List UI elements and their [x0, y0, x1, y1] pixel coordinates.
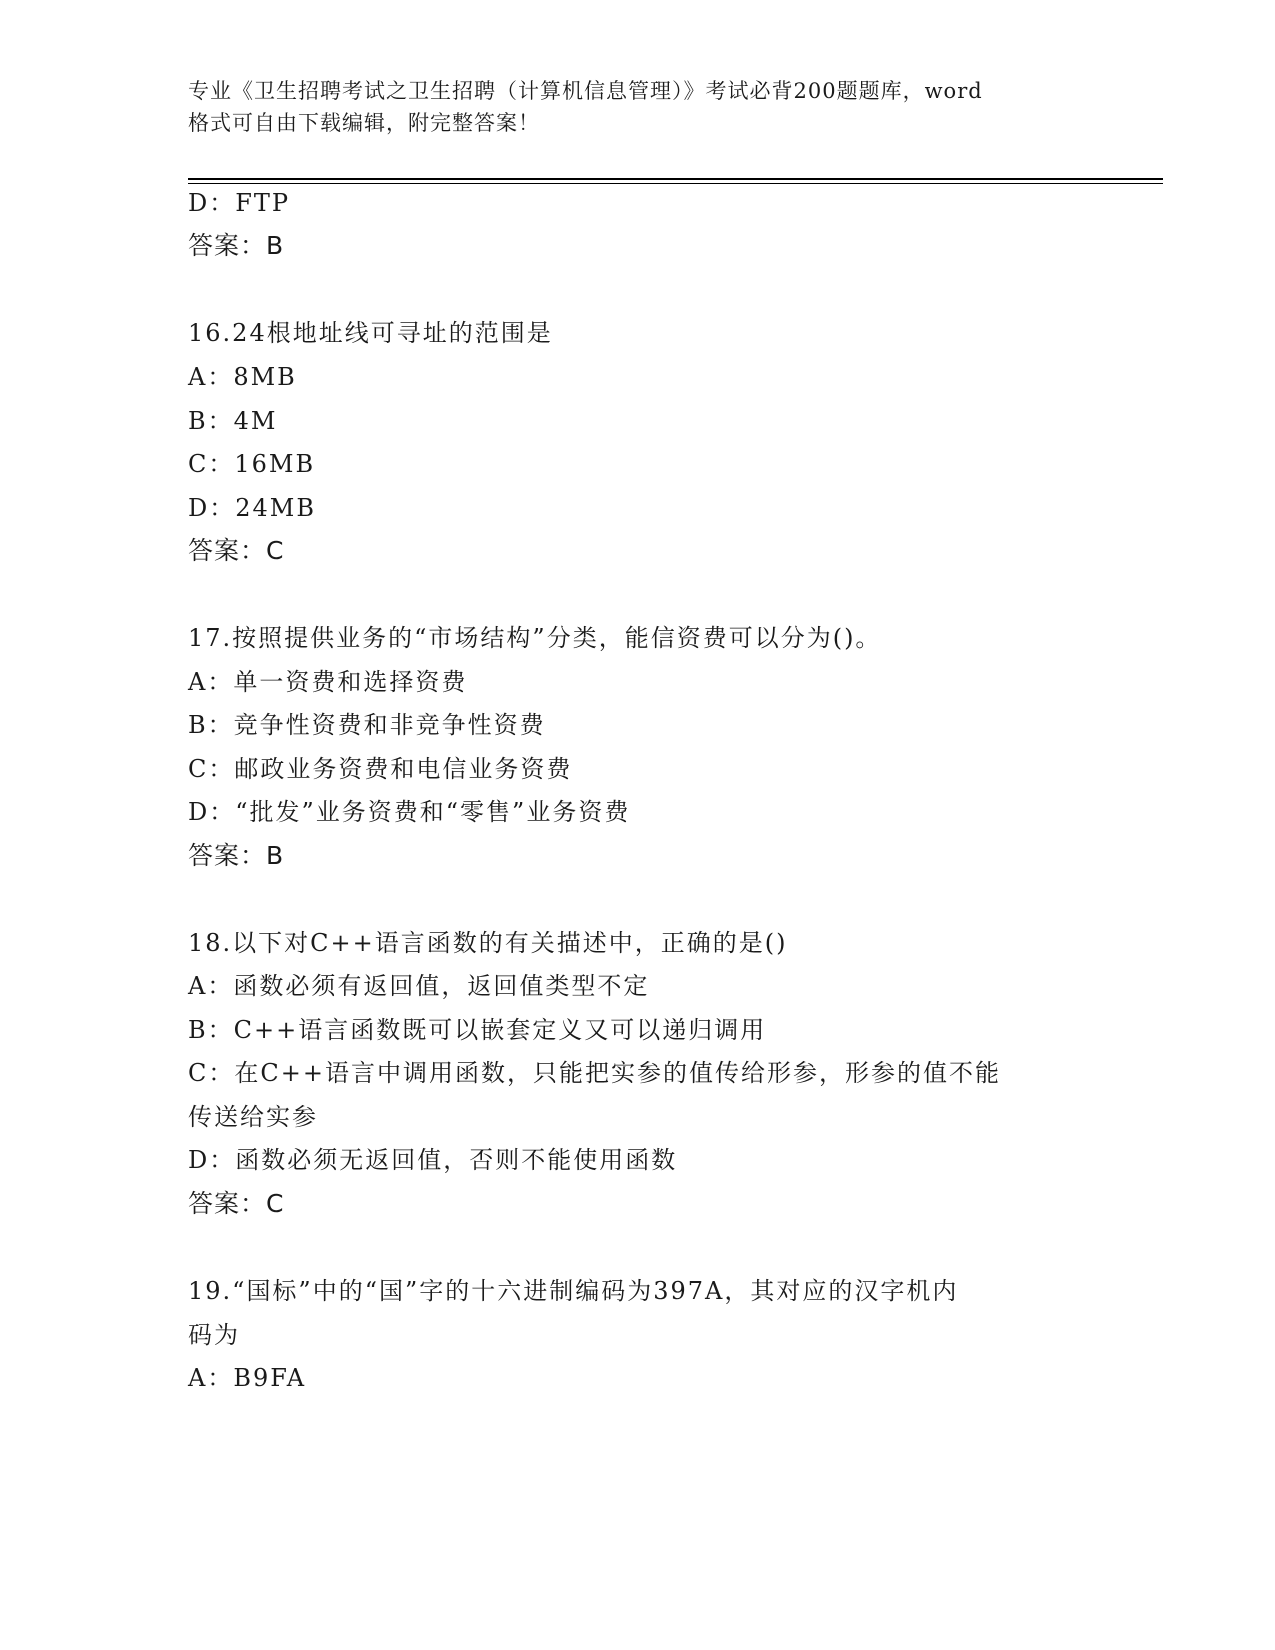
document-header-line-1: 专业《卫生招聘考试之卫生招聘（计算机信息管理）》考试必背200题题库，word: [188, 79, 983, 103]
q18-option-d: D：函数必须无返回值，否则不能使用函数: [188, 1146, 678, 1174]
header-divider-secondary: [188, 183, 1163, 184]
q18-option-c-line-2: 传送给实参: [188, 1103, 318, 1131]
q16-answer: 答案：C: [188, 536, 285, 565]
question-19-line-1: 19.“国标”中的“国”字的十六进制编码为397A，其对应的汉字机内: [188, 1277, 959, 1305]
document-header-line-2: 格式可自由下载编辑，附完整答案！: [188, 111, 540, 135]
q18-option-b: B：C++语言函数既可以嵌套定义又可以递归调用: [188, 1016, 767, 1044]
q18-answer: 答案：C: [188, 1189, 285, 1218]
q16-option-d: D：24MB: [188, 494, 316, 522]
q17-option-c: C：邮政业务资费和电信业务资费: [188, 755, 573, 783]
q18-option-c-line-1: C：在C++语言中调用函数，只能把实参的值传给形参，形参的值不能: [188, 1059, 1001, 1087]
q19-option-a: A：B9FA: [188, 1364, 307, 1392]
question-17: 17.按照提供业务的“市场结构”分类，能信资费可以分为()。: [188, 624, 882, 652]
q16-option-a: A：8MB: [188, 363, 297, 391]
prev-option-d: D：FTP: [188, 189, 291, 217]
q18-option-a: A：函数必须有返回值，返回值类型不定: [188, 972, 650, 1000]
q17-option-b: B：竞争性资费和非竞争性资费: [188, 711, 546, 739]
question-16: 16.24根地址线可寻址的范围是: [188, 319, 553, 347]
document-page: [188, 0, 1163, 1650]
q16-option-b: B：4M: [188, 407, 278, 435]
q17-option-a: A：单一资费和选择资费: [188, 668, 468, 696]
prev-answer: 答案：B: [188, 231, 285, 260]
q17-option-d: D：“批发”业务资费和“零售”业务资费: [188, 798, 631, 826]
question-19-line-2: 码为: [188, 1321, 240, 1349]
header-divider: [188, 178, 1163, 180]
q17-answer: 答案：B: [188, 841, 285, 870]
q16-option-c: C：16MB: [188, 450, 316, 478]
question-18: 18.以下对C++语言函数的有关描述中，正确的是(): [188, 929, 788, 957]
